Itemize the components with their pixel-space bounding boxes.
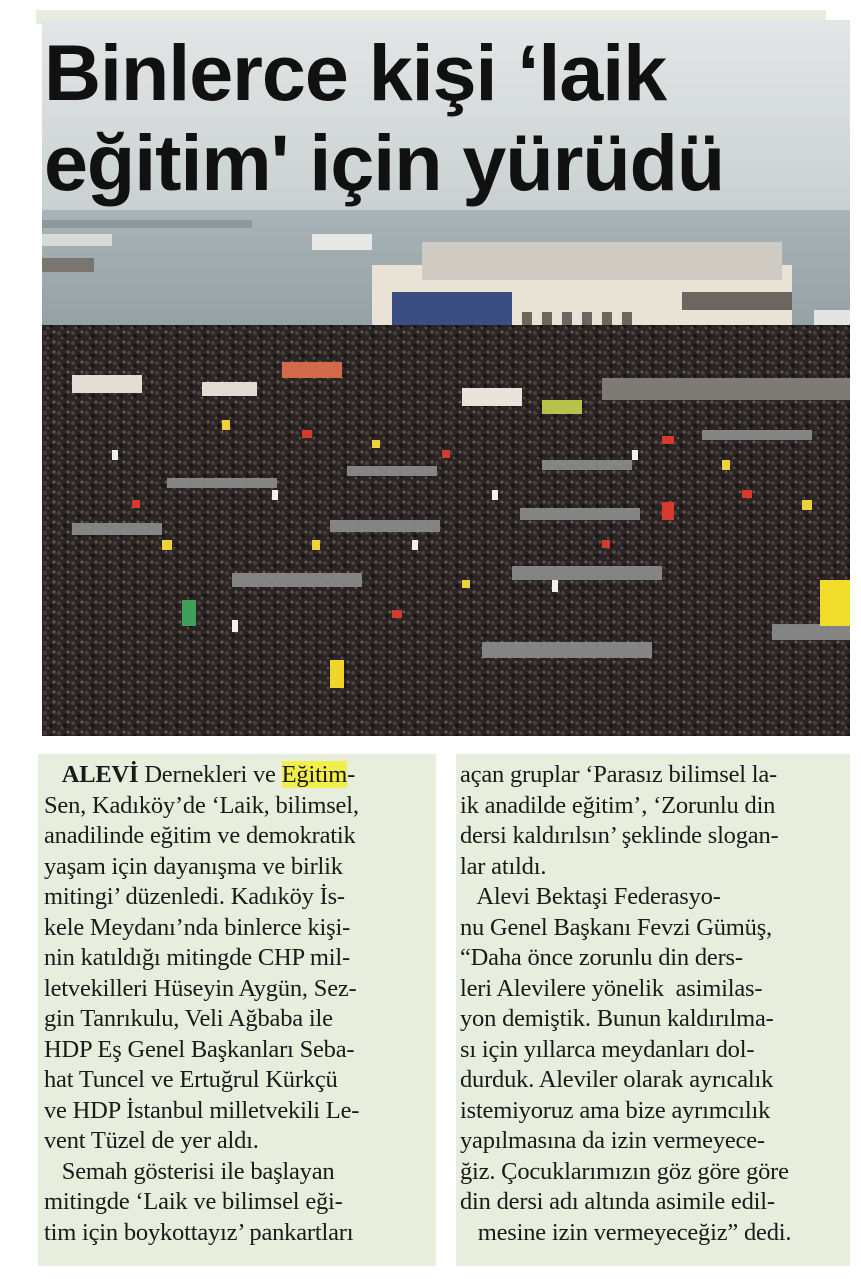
column-line: mesine izin vermeyeceğiz” dedi.	[460, 1218, 792, 1246]
column-line: yapılmasına da izin vermeyece-	[460, 1127, 765, 1154]
line-text: -	[347, 761, 356, 788]
column-line: anadilinde eğitim ve demokratik	[44, 822, 356, 849]
column-line: din dersi adı altında asimile edil-	[460, 1188, 775, 1215]
column-line: ik anadilde eğitim’, ‘Zorunlu din	[460, 791, 776, 819]
column-line: “Daha önce zorunlu din ders-	[460, 944, 743, 971]
column-line: sı için yıllarca meydanları dol-	[460, 1035, 755, 1063]
article-column-right	[456, 754, 850, 1266]
column-line: durduk. Aleviler olarak ayrıcalık	[460, 1066, 774, 1093]
line-text: Dernekleri ve	[138, 761, 282, 788]
headline	[44, 28, 824, 208]
column-line: lar atıldı.	[460, 852, 547, 880]
column-line: ve HDP İstanbul milletvekili Le-	[44, 1096, 360, 1124]
column-line: nu Genel Başkanı Fevzi Gümüş,	[460, 913, 772, 941]
headline-line-2: eğitim' için yürüdü	[44, 118, 725, 207]
column-line: mitingde ‘Laik ve bilimsel eği-	[44, 1188, 343, 1215]
column-line: hat Tuncel ve Ertuğrul Kürkçü	[44, 1066, 338, 1093]
column-line: leri Alevilere yönelik asimilas-	[460, 974, 763, 1002]
column-line: Sen, Kadıköy’de ‘Laik, bilimsel,	[44, 791, 359, 819]
column-line: Alevi Bektaşi Federasyo-	[460, 883, 721, 910]
column-line: Semah gösterisi ile başlayan	[44, 1157, 335, 1185]
column-line: HDP Eş Genel Başkanları Seba-	[44, 1035, 355, 1063]
headline-line-1: Binlerce kişi ‘laik	[44, 28, 667, 117]
column-line: mitingi’ düzenledi. Kadıköy İs-	[44, 883, 345, 910]
column-line: nin katıldığı mitingde CHP mil-	[44, 944, 350, 971]
column-line: yaşam için dayanışma ve birlik	[44, 852, 343, 880]
column-line	[44, 760, 436, 791]
column-line: istemiyoruz ama bize ayrımcılık	[460, 1096, 771, 1124]
column-line: ğiz. Çocuklarımızın göz göre göre	[460, 1157, 789, 1185]
article-column-left	[38, 754, 436, 1266]
column-line: tim için boykottayız’ pankartları	[44, 1218, 354, 1246]
column-line: vent Tüzel de yer aldı.	[44, 1127, 259, 1154]
column-line: açan gruplar ‘Parasız bilimsel la-	[460, 761, 778, 788]
lead-word: ALEVİ	[61, 761, 139, 788]
highlighted-word: Eğitim	[281, 761, 348, 788]
column-line: yon demiştik. Bunun kaldırılma-	[460, 1005, 774, 1032]
column-line: dersi kaldırılsın’ şeklinde slogan-	[460, 822, 779, 849]
column-line: letvekilleri Hüseyin Aygün, Sez-	[44, 974, 357, 1002]
column-line: gin Tanrıkulu, Veli Ağbaba ile	[44, 1005, 333, 1032]
column-line: kele Meydanı’nda binlerce kişi-	[44, 913, 351, 941]
